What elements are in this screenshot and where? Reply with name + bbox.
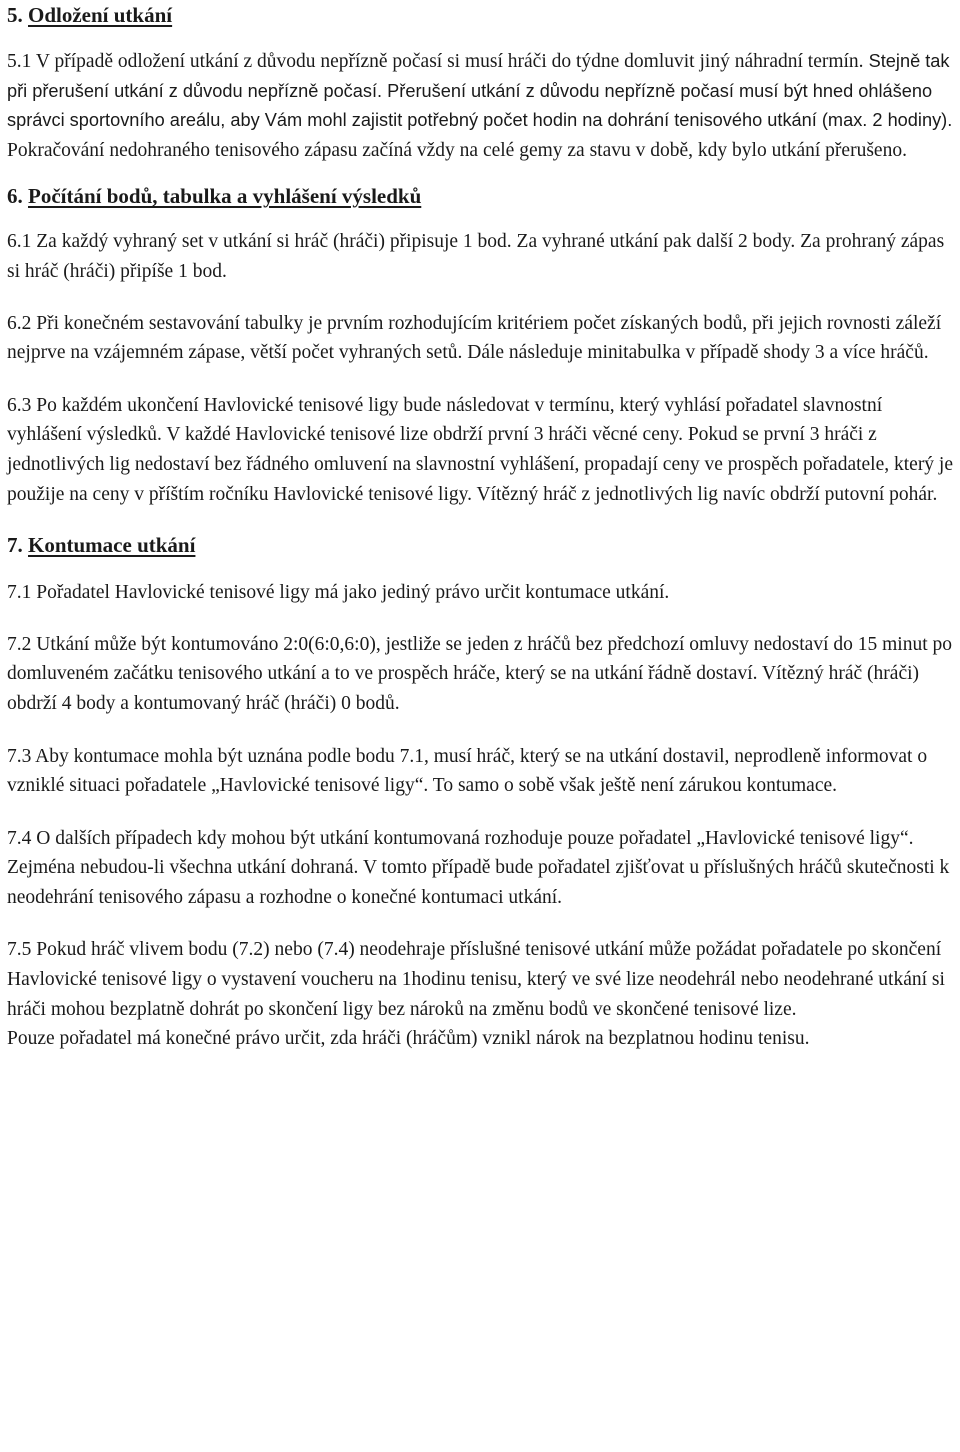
document-page bbox=[7, 0, 955, 1054]
paragraph-6-1: 6.1 Za každý vyhraný set v utkání si hráč (hráči) připisuje 1 bod. Za vyhrané utkání pak další 2 body. Za prohraný zápas si hráč (hráči) připíše 1 bod. bbox=[7, 231, 945, 282]
paragraph-6-2: 6.2 Při konečném sestavování tabulky je prvním rozhodujícím kritériem počet získaných bodů, při jejich rovnosti záleží nejprve na vzájemném zápase, větší počet vyhraných setů. Dále následuje minitabulka v případě shody 3 a více hráčů. bbox=[7, 312, 942, 364]
paragraph-7-5: 7.5 Pokud hráč vlivem bodu (7.2) nebo (7.4) neodehraje příslušné tenisové utkání může požádat pořadatele po skončení Havlovické tenisové ligy o vystavení voucheru na 1hodinu tenisu, který ve své lize neodehrál nebo neodehrané utkání si hráči mohou bezplatně dohrát po skončení ligy bez nároků na změnu bodů ve skončené tenisové lize. bbox=[7, 939, 945, 1020]
section-5-number: 5. bbox=[7, 3, 23, 27]
paragraph-5-1 bbox=[7, 47, 955, 165]
section-7-title: Kontumace utkání bbox=[28, 533, 196, 558]
paragraph-6-3: 6.3 Po každém ukončení Havlovické tenisové ligy bude následovat v termínu, který vyhlásí pořadatel slavnostní vyhlášení výsledků. V každé Havlovické tenisové lize obdrží první 3 hráči věcné ceny. Pokud se první 3 hráči z jednotlivých lig nedostaví bez řádného omluvení na slavnostní vyhlášení, propadají ceny ve prospěch pořadatele, který je použije na ceny v příštím ročníku Havlovické tenisové ligy. Vítězný hráč z jednotlivých lig navíc obdrží putovní pohár. bbox=[7, 394, 954, 505]
paragraph-5-1-part-3: Pokračování nedohraného tenisového zápasu začíná vždy na celé gemy za stavu v době, kdy bylo utkání přerušeno. bbox=[7, 139, 907, 161]
paragraph-7-4: 7.4 O dalších případech kdy mohou být utkání kontumovaná rozhoduje pouze pořadatel „Havlovické tenisové ligy“. Zejména nebudou-li všechna utkání dohraná. V tomto případě bude pořadatel zjišťovat u příslušných hráčů skutečnosti k neodehrání tenisového zápasu a rozhodne o konečné kontumaci utkání. bbox=[7, 827, 950, 908]
section-5-title: Odložení utkání bbox=[28, 3, 173, 27]
section-5-heading bbox=[7, 1, 955, 30]
section-6-title: Počítání bodů, tabulka a vyhlášení výsledků bbox=[28, 184, 422, 209]
section-7-heading bbox=[7, 531, 955, 560]
section-6-number: 6. bbox=[7, 184, 23, 209]
section-7-number: 7. bbox=[7, 533, 23, 558]
section-6-heading bbox=[7, 182, 955, 211]
paragraph-7-2: 7.2 Utkání může být kontumováno 2:0(6:0,6:0), jestliže se jeden z hráčů bez předchozí omluvy nedostaví do 15 minut po domluveném začátku tenisového utkání a to ve prospěch hráče, který se na utkání řádně dostaví. Vítězný hráč (hráči) obdrží 4 body a kontumovaný hráč (hráči) 0 bodů. bbox=[7, 633, 952, 714]
paragraph-7-3: 7.3 Aby kontumace mohla být uznána podle bodu 7.1, musí hráč, který se na utkání dostavil, neprodleně informovat o vzniklé situaci pořadatele „Havlovické tenisové ligy“. To samo o sobě však ještě není zárukou kontumace. bbox=[7, 745, 928, 797]
paragraph-5-1-part-2: Stejně tak při přerušení utkání z důvodu nepřízně počasí. Přerušení utkání z důvodu nepřízně počasí musí být hned ohlášeno správci sportovního areálu, aby Vám mohl zajistit potřebný počet hodin na dohrání tenisového utkání (max. 2 hodiny). bbox=[7, 51, 953, 131]
paragraph-7-1: 7.1 Pořadatel Havlovické tenisové ligy má jako jediný právo určit kontumace utkání. bbox=[7, 582, 670, 604]
paragraph-7-6: Pouze pořadatel má konečné právo určit, zda hráči (hráčům) vznikl nárok na bezplatnou hodinu tenisu. bbox=[7, 1028, 810, 1050]
paragraph-5-1-part-1: 5.1 V případě odložení utkání z důvodu nepřízně počasí si musí hráči do týdne domluvit jiný náhradní termín. bbox=[7, 51, 864, 72]
